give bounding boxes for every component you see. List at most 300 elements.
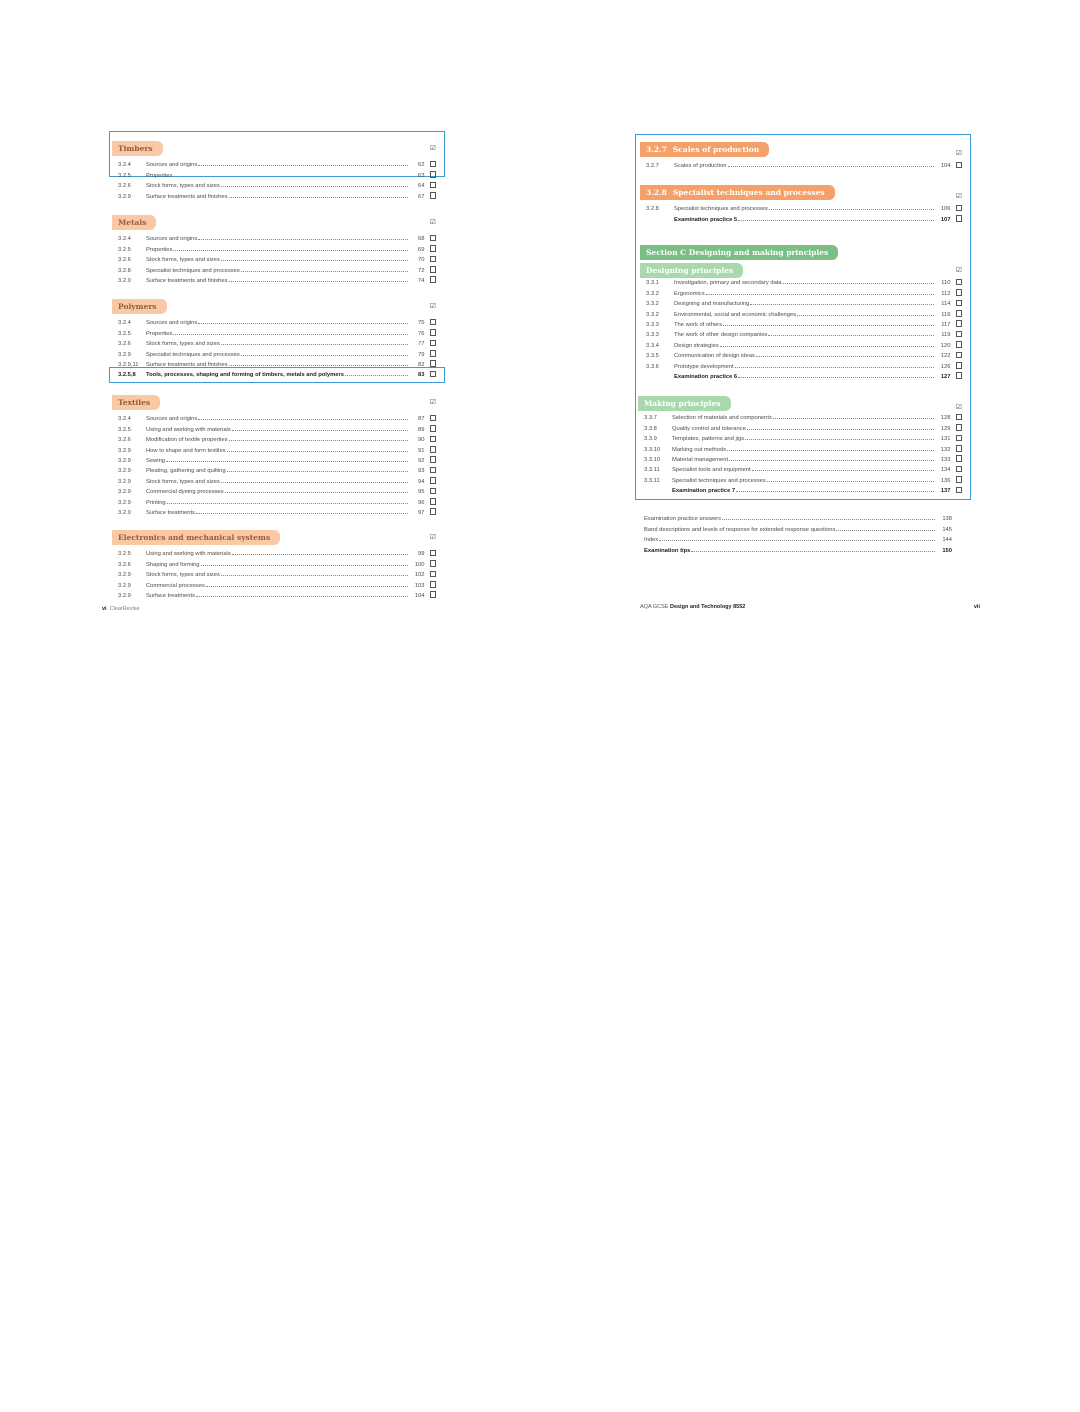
toc-code: 3.2.9 [118, 193, 131, 200]
toc-title: Properties [146, 246, 173, 253]
dot-leader [241, 355, 408, 356]
checkbox-icon[interactable] [430, 415, 437, 422]
checkbox-icon[interactable] [956, 279, 963, 286]
section-timbers [112, 138, 442, 200]
toc-row [646, 212, 962, 222]
toc-page: 106 [940, 206, 951, 213]
checkbox-icon[interactable] [430, 245, 437, 252]
toc-title: Examination practice 5 [674, 216, 738, 223]
dot-leader [196, 596, 408, 597]
toc-code: 3.2.4 [118, 320, 131, 327]
toc-page: 137 [940, 488, 951, 495]
checkbox-icon[interactable] [430, 350, 437, 357]
toc-title: Using and working with materials [146, 551, 231, 558]
toc-code: 3.2.5 [118, 426, 131, 433]
toc-row [118, 326, 436, 336]
right-page [630, 0, 980, 620]
toc-code: 3.3.10 [644, 446, 661, 453]
toc-page: 150 [942, 547, 952, 554]
toc-title: Specialist techniques and processes [672, 477, 766, 484]
dot-leader [752, 470, 934, 471]
page-number: vii [973, 604, 980, 610]
toc-title: The work of other design companies [674, 332, 768, 339]
toc-title: Surface treatments and finishes [146, 361, 228, 368]
section-electronics [112, 527, 442, 599]
toc-row [118, 474, 436, 484]
dot-leader [221, 344, 408, 345]
checkbox-icon[interactable] [430, 550, 437, 557]
toc-row [118, 464, 436, 474]
toc-title: Shaping and forming [146, 561, 200, 568]
checkbox-icon[interactable] [956, 215, 963, 222]
checkbox-icon[interactable] [956, 476, 963, 483]
dot-leader [232, 554, 408, 555]
toc-code: 3.2.9 [118, 572, 131, 579]
checkbox-icon[interactable] [956, 300, 963, 307]
toc-page: 131 [940, 436, 951, 443]
checkbox-icon[interactable] [430, 581, 437, 588]
toc-code: 3.2.5,8 [118, 372, 136, 379]
toc-page: 144 [942, 537, 952, 544]
toc-row [118, 232, 436, 242]
toc-title: Sources and origins [146, 236, 198, 243]
toc-page: 136 [940, 477, 951, 484]
toc-code: 3.3.4 [646, 342, 659, 349]
dot-leader [221, 260, 408, 261]
toc-title: Quality control and tolerance [672, 425, 746, 432]
toc-code: 3.3.8 [644, 425, 657, 432]
toc-page: 134 [940, 467, 951, 474]
toc-row [646, 276, 962, 286]
checkbox-icon[interactable] [430, 360, 437, 367]
checkbox-icon[interactable] [430, 171, 437, 178]
checkbox-icon[interactable] [430, 467, 437, 474]
toc-code: 3.2.6 [118, 257, 131, 264]
check-icon: ☑ [429, 302, 436, 310]
checkbox-icon[interactable] [430, 161, 437, 168]
checkbox-icon[interactable] [430, 498, 437, 505]
toc-title: Examination practice 7 [672, 488, 736, 495]
toc-page: 62 [418, 162, 425, 169]
section-polymers [112, 296, 442, 379]
toc-title: Templates, patterns and jigs [672, 436, 745, 443]
toc-code: 3.2.6 [118, 183, 131, 190]
checkbox-icon[interactable] [430, 235, 437, 242]
toc-row [118, 168, 436, 178]
toc-title: Specialist techniques and processes [146, 351, 240, 358]
toc-page: 72 [418, 267, 425, 274]
toc-title: Modification of textile properties [146, 437, 228, 444]
checkbox-icon[interactable] [956, 414, 963, 421]
toc-page: 95 [418, 489, 425, 496]
dot-leader [229, 365, 408, 366]
toc-row [646, 359, 962, 369]
section-title: Making principles [638, 396, 731, 411]
toc-code: 3.2.9 [118, 478, 131, 485]
toc-title: Sources and origins [146, 320, 198, 327]
toc-row [644, 522, 952, 532]
toc-page: 93 [418, 468, 425, 475]
toc-title: Commercial dyeing processes [146, 489, 224, 496]
toc-code: 3.2.7 [646, 163, 659, 170]
toc-row [118, 578, 436, 588]
toc-page: 69 [418, 246, 425, 253]
section-specialist-techniques [640, 182, 968, 223]
check-icon: ☑ [955, 192, 962, 200]
toc-row [118, 506, 436, 516]
toc-page: 67 [418, 193, 425, 200]
toc-row [644, 512, 952, 522]
toc-title: Stock forms, types and sizes [146, 183, 220, 190]
toc-code: 3.3.2 [646, 311, 659, 318]
checkbox-icon[interactable] [430, 319, 437, 326]
toc-title: Examination practice 6 [674, 373, 738, 380]
toc-title: Sources and origins [146, 416, 198, 423]
toc-page: 70 [418, 257, 425, 264]
section-title: Scales of production [672, 145, 760, 154]
footer-text: AQA GCSE [640, 604, 669, 610]
toc-page: 75 [418, 320, 425, 327]
dot-leader [736, 491, 933, 492]
checkbox-icon[interactable] [956, 310, 963, 317]
checkbox-icon[interactable] [956, 445, 963, 452]
checkbox-icon[interactable] [956, 455, 963, 462]
toc-title: The work of others [674, 321, 723, 328]
toc-page: 145 [942, 526, 952, 533]
dot-leader [227, 471, 408, 472]
dot-leader [229, 440, 408, 441]
toc-page: 102 [414, 572, 425, 579]
toc-row [118, 274, 436, 284]
toc-title: Stock forms, types and sizes [146, 572, 220, 579]
checkbox-icon[interactable] [430, 266, 437, 273]
checkbox-icon[interactable] [956, 466, 963, 473]
toc-row [118, 158, 436, 168]
toc-row [118, 495, 436, 505]
toc-code: 3.2.5 [118, 172, 131, 179]
dot-leader [738, 377, 933, 378]
dot-leader [198, 419, 407, 420]
checkbox-icon[interactable] [956, 320, 963, 327]
toc-row [646, 159, 962, 169]
dot-leader [198, 239, 407, 240]
toc-row [118, 589, 436, 599]
toc-row [644, 432, 962, 442]
checkbox-icon[interactable] [430, 425, 437, 432]
toc-row [646, 349, 962, 359]
dot-leader [773, 418, 934, 419]
toc-title: Environmental, social and economic challenges [674, 311, 797, 318]
toc-title: Specialist techniques and processes [674, 206, 768, 213]
section-title: Polymers [112, 299, 167, 314]
section-title: Metals [112, 215, 156, 230]
checkbox-icon[interactable] [956, 289, 963, 296]
toc-code: 3.2.9 [118, 468, 131, 475]
toc-page: 74 [418, 277, 425, 284]
toc-page: 129 [940, 425, 951, 432]
toc-page: 117 [941, 321, 951, 328]
section-title: Section C Designing and making principles [640, 245, 838, 260]
dot-leader [173, 250, 407, 251]
toc-code: 3.2.4 [118, 236, 131, 243]
dot-leader [206, 586, 408, 587]
toc-row [646, 318, 962, 328]
toc-row [646, 338, 962, 348]
toc-title: Specialist tools and equipment [672, 467, 751, 474]
checkbox-icon[interactable] [430, 276, 437, 283]
checkbox-icon[interactable] [956, 372, 963, 379]
checkbox-icon[interactable] [430, 477, 437, 484]
toc-title: Band descriptions and levels of response for extended response questions [644, 526, 836, 533]
checkbox-icon[interactable] [430, 329, 437, 336]
toc-title: Marking out methods [672, 446, 727, 453]
toc-title: Printing [146, 499, 166, 506]
toc-title: Ergonomics [674, 290, 705, 297]
checkbox-icon[interactable] [430, 446, 437, 453]
toc-row [118, 242, 436, 252]
dot-leader [738, 220, 933, 221]
toc-title: Surface treatments and finishes [146, 193, 228, 200]
toc-page: 126 [940, 363, 951, 370]
toc-row [118, 179, 436, 189]
toc-row [646, 297, 962, 307]
checkbox-icon[interactable] [430, 182, 437, 189]
toc-title: Surface treatments and finishes [146, 277, 228, 284]
check-icon: ☑ [429, 218, 436, 226]
checkbox-icon[interactable] [430, 508, 437, 515]
toc-title: Commercial processes [146, 582, 205, 589]
toc-title: Communication of design ideas [674, 353, 755, 360]
checkbox-icon[interactable] [956, 205, 963, 212]
checkbox-icon[interactable] [430, 488, 437, 495]
dot-leader [729, 460, 933, 461]
checkbox-icon[interactable] [430, 340, 437, 347]
dot-leader [691, 551, 935, 552]
dot-leader [722, 519, 935, 520]
toc-row [118, 557, 436, 567]
checkbox-icon[interactable] [430, 256, 437, 263]
toc-code: 3.2.6 [118, 437, 131, 444]
toc-row [118, 568, 436, 578]
dot-leader [229, 197, 408, 198]
dot-leader [227, 451, 408, 452]
check-icon: ☑ [955, 403, 962, 411]
toc-page: 104 [414, 592, 425, 599]
check-icon: ☑ [429, 398, 436, 406]
checkbox-icon[interactable] [956, 331, 963, 338]
toc-code: 3.2.9,11 [118, 361, 139, 368]
toc-title: Index [644, 537, 659, 544]
toc-code: 3.3.5 [646, 353, 659, 360]
toc-code: 3.2.9 [118, 489, 131, 496]
toc-page: 112 [941, 290, 951, 297]
dot-leader [747, 429, 934, 430]
checkbox-icon[interactable] [430, 436, 437, 443]
toc-row [646, 307, 962, 317]
toc-code: 3.2.9 [118, 592, 131, 599]
toc-title: Stock forms, types and sizes [146, 341, 220, 348]
dot-leader [720, 346, 934, 347]
section-number: 3.2.8 [646, 188, 667, 197]
checkbox-icon[interactable] [956, 341, 963, 348]
dot-leader [241, 271, 408, 272]
dot-leader [201, 565, 408, 566]
toc-row [118, 454, 436, 464]
toc-row [118, 358, 436, 368]
toc-title: Specialist techniques and processes [146, 267, 240, 274]
toc-page: 91 [418, 447, 425, 454]
toc-title: Pleating, gathering and quilting [146, 468, 226, 475]
checkbox-icon[interactable] [956, 487, 963, 494]
dot-leader [232, 430, 408, 431]
toc-page: 114 [941, 301, 951, 308]
toc-page: 77 [418, 341, 425, 348]
toc-title: Design strategies [674, 342, 719, 349]
toc-page: 87 [418, 416, 425, 423]
toc-page: 133 [940, 456, 951, 463]
toc-page: 116 [941, 311, 951, 318]
toc-code: 3.2.4 [118, 416, 131, 423]
checkbox-icon[interactable] [430, 571, 437, 578]
dot-leader [173, 176, 407, 177]
section-title: Textiles [112, 395, 160, 410]
checkbox-icon[interactable] [430, 371, 437, 378]
toc-code: 3.2.5 [118, 246, 131, 253]
page-number: vi [102, 606, 107, 612]
left-page [100, 0, 450, 620]
dot-leader [756, 356, 934, 357]
toc-page: 94 [418, 478, 425, 485]
checkbox-icon[interactable] [956, 435, 963, 442]
toc-row [118, 263, 436, 273]
toc-code: 3.2.6 [118, 341, 131, 348]
section-title: Electronics and mechanical systems [112, 530, 280, 545]
toc-code: 3.3.2 [646, 290, 659, 297]
checkbox-icon[interactable] [956, 162, 963, 169]
toc-code: 3.3.3 [646, 332, 659, 339]
toc-row [118, 337, 436, 347]
toc-page: 82 [418, 361, 425, 368]
toc-page: 96 [418, 499, 425, 506]
toc-code: 3.3.7 [644, 415, 657, 422]
toc-row [646, 370, 962, 380]
dot-leader [659, 540, 935, 541]
toc-page: 138 [942, 516, 952, 523]
toc-page: 119 [941, 332, 951, 339]
toc-code: 3.3.9 [644, 436, 657, 443]
toc-code: 3.3.10 [644, 456, 661, 463]
toc-row [118, 412, 436, 422]
toc-row [644, 411, 962, 421]
toc-page: 76 [418, 330, 425, 337]
toc-page: 128 [940, 415, 951, 422]
dot-leader [783, 283, 934, 284]
toc-page: 83 [418, 372, 425, 379]
toc-page: 79 [418, 351, 425, 358]
dot-leader [345, 375, 408, 376]
dot-leader [750, 304, 933, 305]
toc-row [646, 202, 962, 212]
check-icon: ☑ [429, 144, 436, 152]
checkbox-icon[interactable] [956, 424, 963, 431]
section-number: 3.2.7 [646, 145, 667, 154]
dot-leader [768, 335, 933, 336]
footer-title: Design and Technology 8552 [669, 604, 746, 610]
section-title: Timbers [112, 141, 163, 156]
dot-leader [225, 492, 408, 493]
toc-page: 110 [941, 280, 951, 287]
check-icon: ☑ [429, 533, 436, 541]
toc-page: 103 [414, 582, 425, 589]
dot-leader [198, 323, 407, 324]
dot-leader [198, 165, 407, 166]
toc-row [644, 453, 962, 463]
toc-title: Using and working with materials [146, 426, 231, 433]
toc-code: 3.2.9 [118, 457, 131, 464]
toc-page: 132 [940, 446, 951, 453]
dot-leader [745, 439, 933, 440]
section-designing-principles [640, 242, 968, 380]
toc-title: Tools, processes, shaping and forming of timbers, metals and polymers [146, 372, 344, 379]
section-scales-of-production [640, 139, 968, 170]
toc-title: Selection of materials and components [672, 415, 772, 422]
toc-code: 3.3.2 [646, 301, 659, 308]
toc-code: 3.3.11 [644, 477, 660, 484]
check-icon: ☑ [955, 266, 962, 274]
page-footer [102, 606, 140, 612]
toc-page: 122 [940, 353, 951, 360]
dot-leader [196, 513, 408, 514]
toc-row [644, 442, 962, 452]
toc-page: 100 [414, 561, 425, 568]
toc-row [118, 316, 436, 326]
toc-page: 92 [418, 457, 425, 464]
toc-code: 3.2.9 [118, 277, 131, 284]
toc-code: 3.3.11 [644, 467, 660, 474]
brand-name: ClearRevise [109, 606, 140, 612]
dot-leader [166, 461, 407, 462]
dot-leader [173, 334, 407, 335]
checkbox-icon[interactable] [956, 352, 963, 359]
checkbox-icon[interactable] [430, 560, 437, 567]
toc-code: 3.2.8 [118, 267, 131, 274]
checkbox-icon[interactable] [430, 456, 437, 463]
dot-leader [735, 367, 934, 368]
toc-row [644, 421, 962, 431]
checkbox-icon[interactable] [430, 591, 437, 598]
toc-title: Scales of production [674, 163, 727, 170]
toc-row [118, 189, 436, 199]
dot-leader [221, 186, 408, 187]
toc-page: 90 [418, 437, 425, 444]
toc-row [118, 368, 436, 378]
checkbox-icon[interactable] [956, 362, 963, 369]
section-making-principles [638, 393, 968, 495]
toc-row [644, 533, 952, 543]
dot-leader [836, 530, 935, 531]
toc-row [644, 473, 962, 483]
subsection-title: Designing principles [640, 263, 743, 278]
toc-title: Properties [146, 172, 173, 179]
checkbox-icon[interactable] [430, 192, 437, 199]
toc-row [644, 463, 962, 473]
dot-leader [167, 503, 408, 504]
toc-code: 3.3.1 [646, 280, 659, 287]
dot-leader [769, 209, 934, 210]
dot-leader [221, 575, 408, 576]
toc-title: Designing and manufacturing [674, 301, 750, 308]
toc-title: Sources and origins [146, 162, 198, 169]
